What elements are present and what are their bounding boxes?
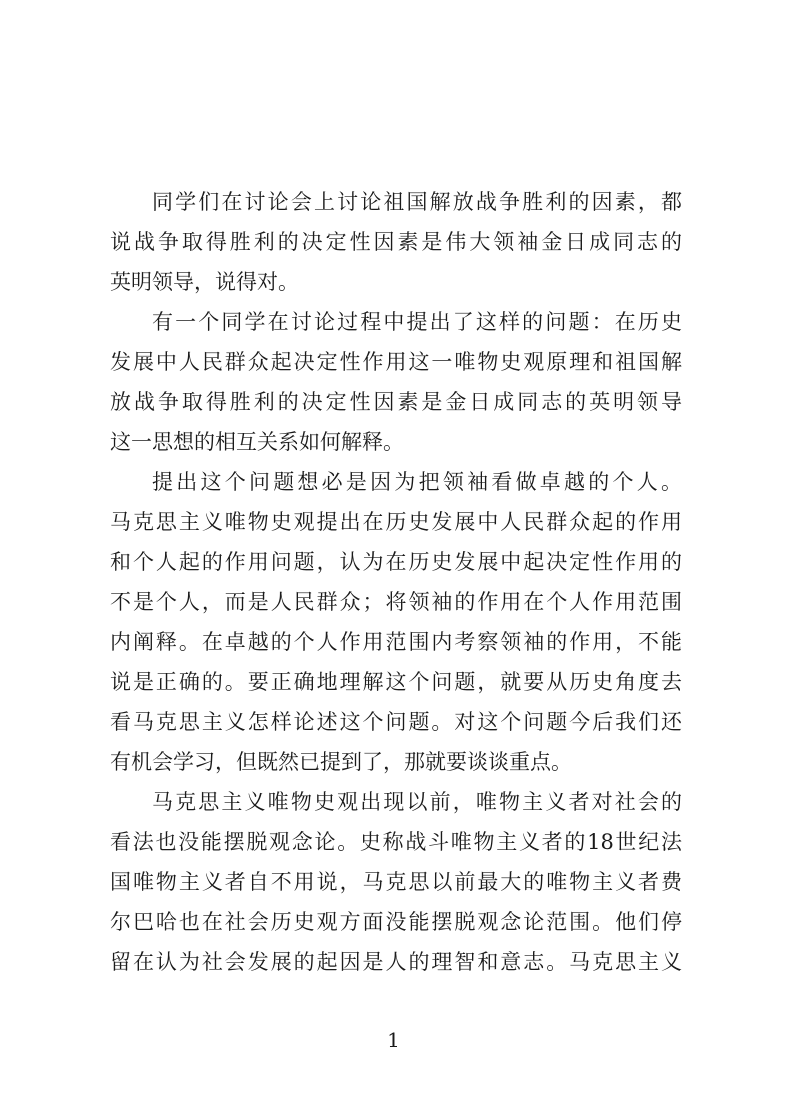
paragraph-4-line-1: 马克思主义唯物史观出现以前，唯物主义者对社会的 xyxy=(152,790,682,814)
paragraph-2-line-2: 发展中人民群众起决定性作用这一唯物史观原理和祖国解 xyxy=(110,350,682,374)
paragraph-3-line-3: 和个人起的作用问题，认为在历史发展中起决定性作用的 xyxy=(110,550,682,574)
paragraph-2-line-4: 这一思想的相互关系如何解释。 xyxy=(110,430,404,454)
page-number: 1 xyxy=(387,1028,400,1052)
paragraph-3-line-7: 看马克思主义怎样论述这个问题。对这个问题今后我们还 xyxy=(110,710,682,734)
paragraph-4-line-2: 看法也没能摆脱观念论。史称战斗唯物主义者的18世纪法 xyxy=(110,830,682,854)
paragraph-3-line-8: 有机会学习，但既然已提到了，那就要谈谈重点。 xyxy=(110,750,572,774)
paragraph-3-line-2: 马克思主义唯物史观提出在历史发展中人民群众起的作用 xyxy=(110,510,682,534)
paragraph-1-line-3: 英明领导，说得对。 xyxy=(110,270,299,294)
paragraph-4-line-5: 留在认为社会发展的起因是人的理智和意志。马克思主义 xyxy=(110,950,682,974)
paragraph-1-line-1: 同学们在讨论会上讨论祖国解放战争胜利的因素，都 xyxy=(152,190,682,214)
paragraph-4-line-3: 国唯物主义者自不用说，马克思以前最大的唯物主义者费 xyxy=(110,870,682,894)
body-text xyxy=(110,182,682,982)
paragraph-1-line-2: 说战争取得胜利的决定性因素是伟大领袖金日成同志的 xyxy=(110,230,682,254)
paragraph-3-line-4: 不是个人，而是人民群众；将领袖的作用在个人作用范围 xyxy=(110,590,682,614)
paragraph-2-line-3: 放战争取得胜利的决定性因素是金日成同志的英明领导 xyxy=(110,390,682,414)
paragraph-3-line-1: 提出这个问题想必是因为把领袖看做卓越的个人。 xyxy=(152,470,682,494)
paragraph-4-line-4: 尔巴哈也在社会历史观方面没能摆脱观念论范围。他们停 xyxy=(110,910,682,934)
paragraph-2-line-1: 有一个同学在讨论过程中提出了这样的问题：在历史 xyxy=(152,310,682,334)
paragraph-3-line-6: 说是正确的。要正确地理解这个问题，就要从历史角度去 xyxy=(110,670,682,694)
paragraph-3-line-5: 内阐释。在卓越的个人作用范围内考察领袖的作用，不能 xyxy=(110,630,682,654)
